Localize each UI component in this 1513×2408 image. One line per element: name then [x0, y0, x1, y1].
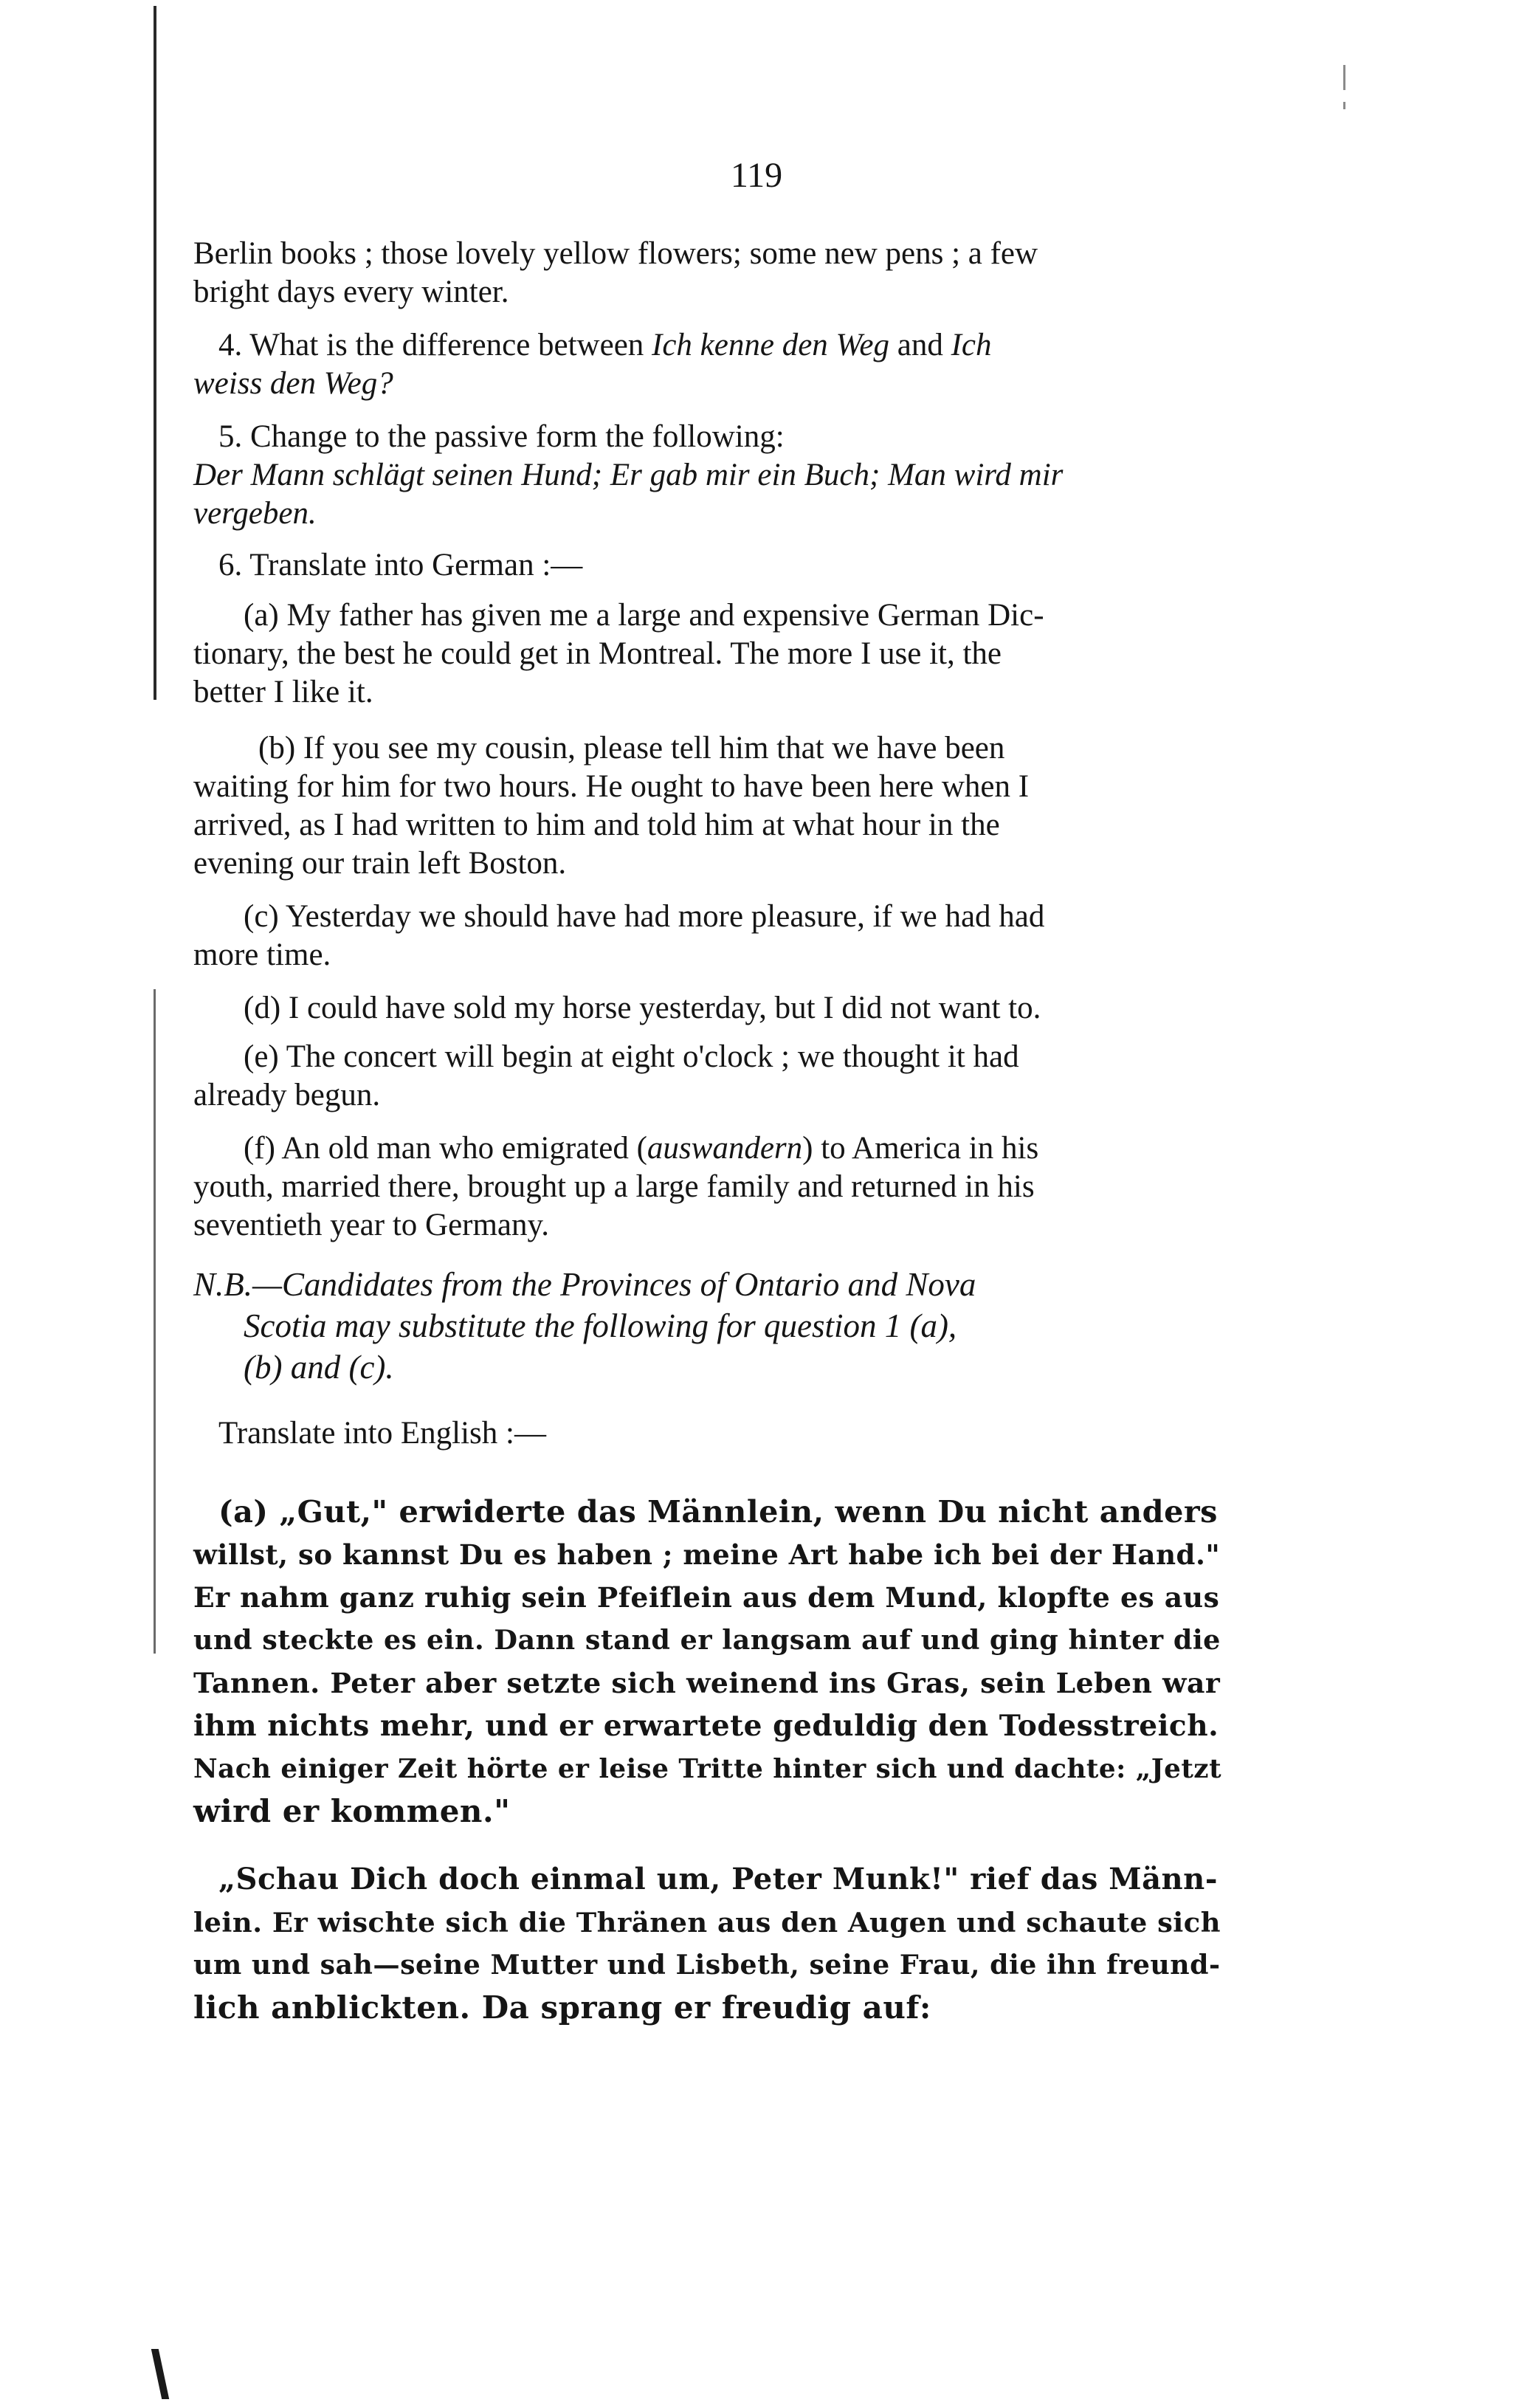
italic-span: auswandern	[647, 1131, 803, 1166]
german-line: um und sah—seine Mutter und Lisbeth, seine Frau, die ihn freund-	[193, 1949, 1221, 1981]
text-line: more time.	[193, 938, 331, 972]
question-4	[218, 326, 992, 365]
german-line: „Schau Dich doch einmal um, Peter Munk!" rief das Männ-	[218, 1862, 1218, 1896]
text-line: (a) My father has given me a large and expensive German Dic-	[244, 598, 1044, 633]
german-line: lich anblickten. Da sprang er freudig auf:	[193, 1989, 931, 2026]
text-line: evening our train left Boston.	[193, 846, 567, 881]
german-line: willst, so kannst Du es haben ; meine Art habe ich bei der Hand."	[193, 1538, 1221, 1571]
translate-heading: Translate into English :—	[218, 1416, 546, 1451]
text-line: waiting for him for two hours. He ought to have been here when I	[193, 769, 1030, 804]
text-line: better I like it.	[193, 675, 373, 709]
german-line: wird er kommen."	[193, 1793, 511, 1829]
italic-span: Ich	[951, 328, 992, 362]
text-span: (f) An old man who emigrated (	[244, 1131, 647, 1166]
text-line: vergeben.	[193, 496, 317, 531]
question-5: 5. Change to the passive form the following:	[218, 419, 785, 454]
german-line: lein. Er wischte sich die Thränen aus den Augen und schaute sich	[193, 1906, 1221, 1939]
german-line: ihm nichts mehr, und er erwartete geduldig den Todesstreich.	[193, 1709, 1219, 1743]
text-span: ) to America in his	[802, 1131, 1039, 1166]
bottom-corner-mark	[151, 2349, 169, 2399]
text-line: already begun.	[193, 1078, 381, 1112]
text-line: Berlin books ; those lovely yellow flowers; some new pens ; a few	[193, 236, 1038, 271]
text-line: (c) Yesterday we should have had more pleasure, if we had had	[244, 899, 1045, 934]
right-edge-mark	[1343, 65, 1345, 90]
page-number: 119	[730, 156, 783, 195]
left-margin-rule-lower	[154, 989, 156, 1654]
nota-bene-line: Scotia may substitute the following for question 1 (a),	[244, 1307, 957, 1344]
text-span: and	[889, 328, 951, 362]
text-line: (d) I could have sold my horse yesterday, but I did not want to.	[244, 991, 1041, 1025]
text-line: weiss den Weg?	[193, 366, 393, 401]
text-line: Der Mann schlägt seinen Hund; Er gab mir ein Buch; Man wird mir	[193, 458, 1064, 492]
question-6: 6. Translate into German :—	[218, 548, 583, 582]
nota-bene-line: (b) and (c).	[244, 1349, 394, 1386]
text-line: arrived, as I had written to him and told him at what hour in the	[193, 808, 1000, 842]
italic-span: Ich kenne den Weg	[652, 328, 889, 362]
text-line: youth, married there, brought up a large family and returned in his	[193, 1169, 1035, 1204]
german-line: Er nahm ganz ruhig sein Pfeiflein aus dem Mund, klopfte es aus	[193, 1581, 1220, 1614]
right-edge-mark-dot	[1343, 102, 1345, 109]
nota-bene-line: N.B.—Candidates from the Provinces of Ontario and Nova	[193, 1266, 976, 1303]
text-line: seventieth year to Germany.	[193, 1208, 549, 1242]
german-line: Tannen. Peter aber setzte sich weinend ins Gras, sein Leben war	[193, 1667, 1221, 1699]
text-line: tionary, the best he could get in Montreal. The more I use it, the	[193, 636, 1002, 671]
german-line: (a) „Gut," erwiderte das Männlein, wenn Du nicht anders	[218, 1493, 1218, 1530]
text-span: 4. What is the difference between	[218, 328, 652, 362]
text-line: (e) The concert will begin at eight o'clock ; we thought it had	[244, 1039, 1019, 1074]
left-margin-rule	[154, 6, 156, 700]
text-line: bright days every winter.	[193, 275, 509, 309]
german-line: Nach einiger Zeit hörte er leise Tritte hinter sich und dachte: „Jetzt	[193, 1753, 1222, 1784]
text-line: (b) If you see my cousin, please tell him that we have been	[258, 731, 1005, 766]
german-line: und steckte es ein. Dann stand er langsam auf und ging hinter die	[193, 1624, 1221, 1656]
question-6f	[244, 1129, 1038, 1168]
